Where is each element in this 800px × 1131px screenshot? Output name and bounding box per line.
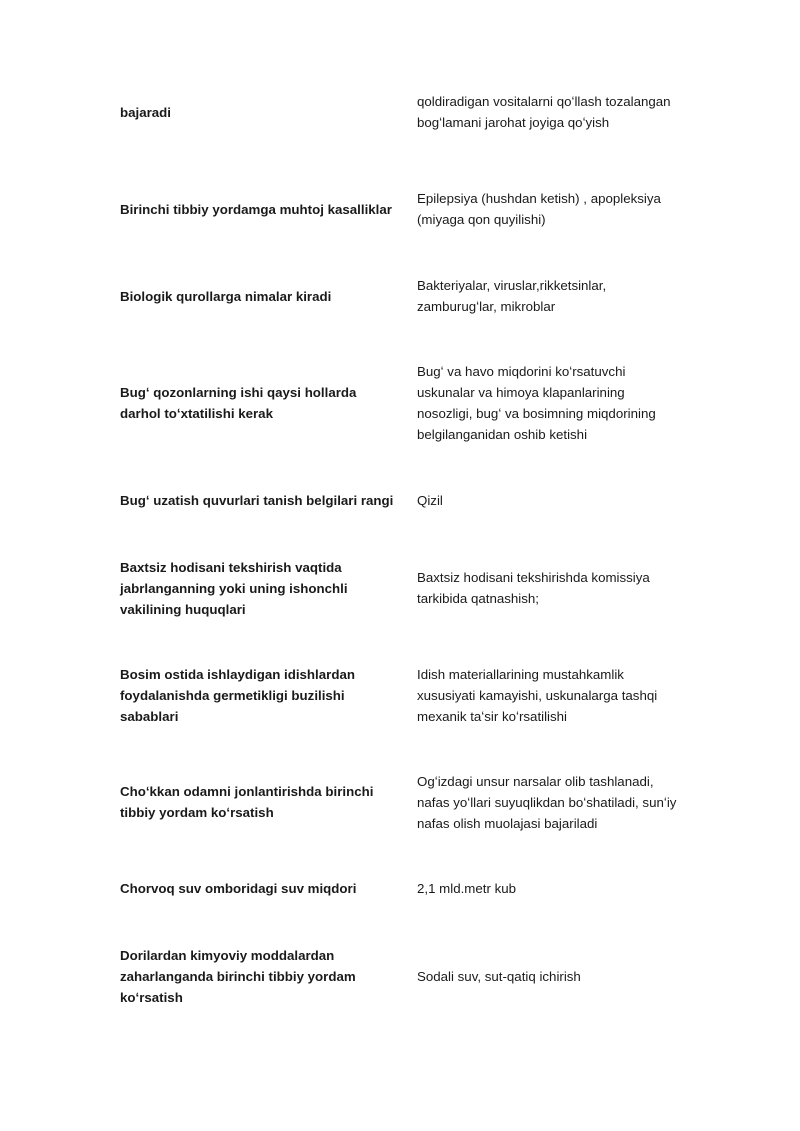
answer-text: 2,1 mld.metr kub [417,880,517,896]
question-text: Biologik qurollarga nimalar kiradi [120,288,332,304]
qa-row [0,359,800,447]
qa-row [0,78,800,146]
answer-text: Ogʻizdagi unsur narsalar olib tashlanadi, nafas yoʻllari suyuqlikdan boʻshatiladi, sunʻiy nafas olish muolajasi bajariladi [417,773,677,831]
qa-row [0,488,800,512]
question-text: Baxtsiz hodisani tekshirish vaqtida jabrlanganning yoki uning ishonchli vakilining huquqlari [120,559,348,617]
question-text: Chorvoq suv omboridagi suv miqdori [120,880,357,896]
qa-row [0,272,800,320]
qa-row [0,942,800,1010]
answer-text: Idish materiallarining mustahkamlik xususiyati kamayishi, uskunalarga tashqi mexanik taʻsir koʻrsatilishi [417,666,658,724]
answer-text: Sodali suv, sut-qatiq ichirish [417,968,581,984]
question-text: Bugʻ uzatish quvurlari tanish belgilari rangi [120,492,394,508]
question-text: Choʻkkan odamni jonlantirishda birinchi tibbiy yordam koʻrsatish [120,784,374,820]
question-text: Birinchi tibbiy yordamga muhtoj kasalliklar [120,201,392,217]
question-text: Bosim ostida ishlaydigan idishlardan foydalanishda germetikligi buzilishi sabablari [120,666,355,724]
question-text: Bugʻ qozonlarning ishi qaysi hollarda darhol toʻxtatilishi kerak [120,385,357,421]
qa-row [0,185,800,233]
answer-text: Qizil [417,492,443,508]
question-text: bajaradi [120,104,171,120]
answer-text: Baxtsiz hodisani tekshirishda komissiya tarkibida qatnashish; [417,570,650,606]
answer-text: Bakteriyalar, viruslar,rikketsinlar, zamburugʻlar, mikroblar [417,278,607,314]
answer-text: qoldiradigan vositalarni qoʻllash tozalangan bogʻlamani jarohat joyiga qoʻyish [417,94,671,130]
qa-row [0,554,800,622]
qa-row [0,768,800,836]
answer-text: Epilepsiya (hushdan ketish) , apopleksiya (miyaga qon quyilishi) [417,191,661,227]
question-text: Dorilardan kimyoviy moddalardan zaharlanganda birinchi tibbiy yordam koʻrsatish [120,947,356,1005]
qa-row [0,876,800,900]
answer-text: Bugʻ va havo miqdorini koʻrsatuvchi uskunalar va himoya klapanlarining nosozligi, bugʻ va bosimning miqdorining belgilanganidan oshib ketishi [417,364,656,442]
qa-row [0,661,800,729]
